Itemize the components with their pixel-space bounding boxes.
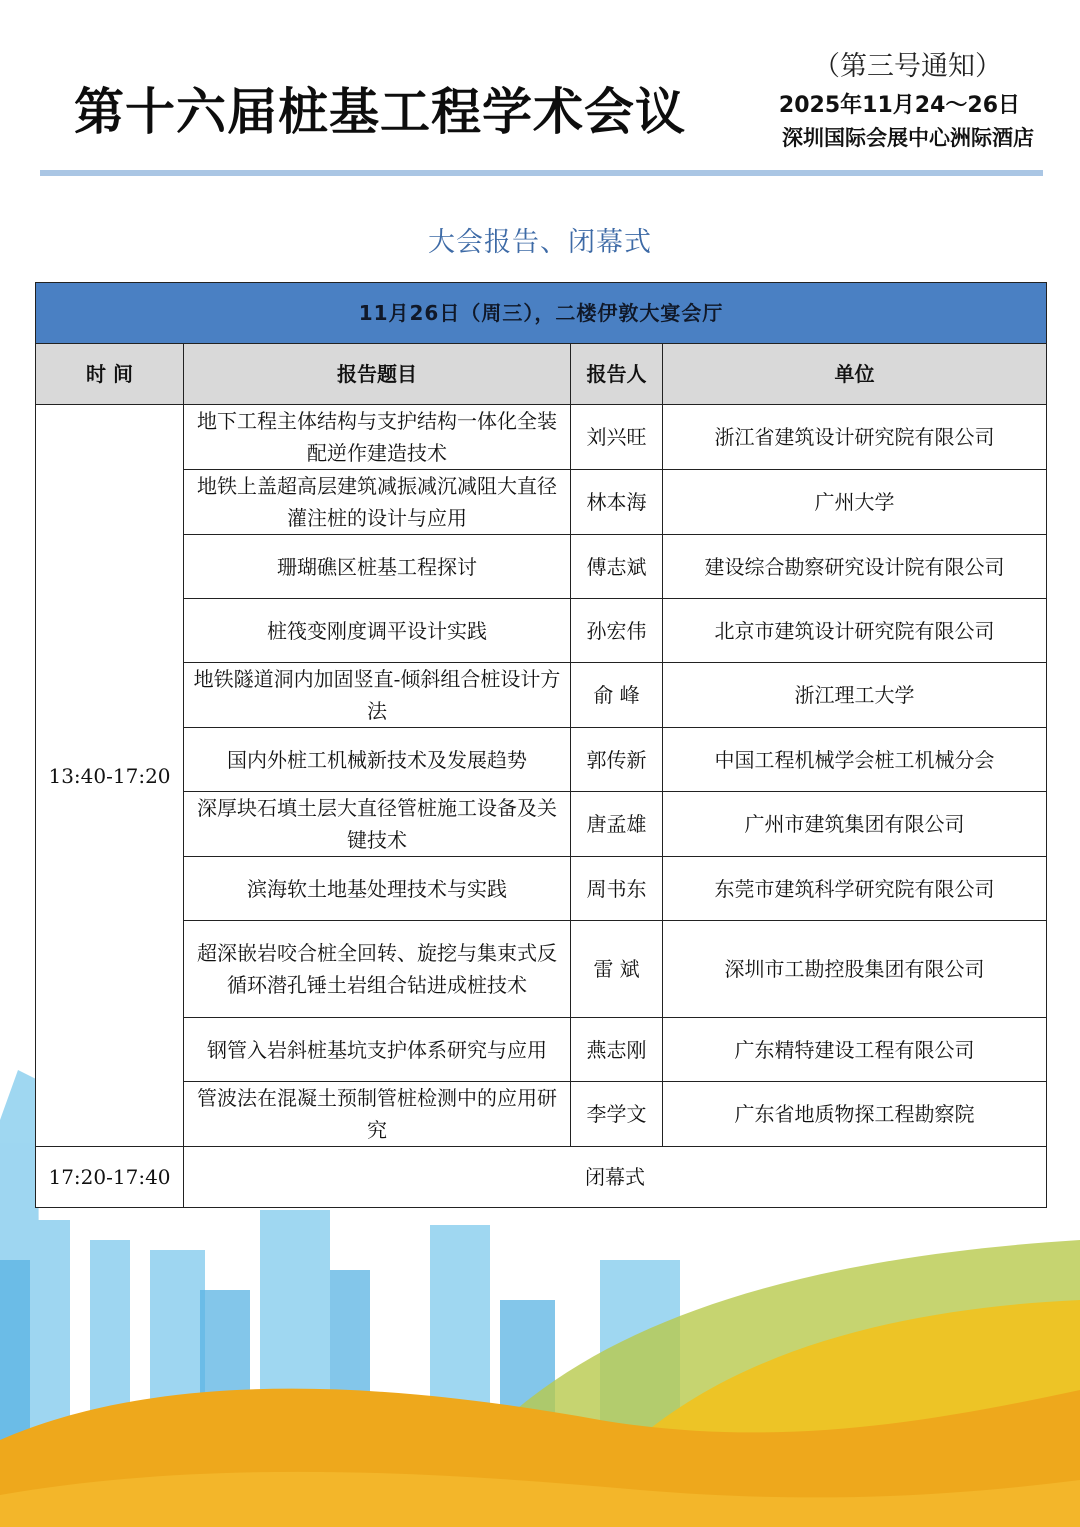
talk-speaker: 林本海 bbox=[571, 470, 663, 535]
closing-time: 17:20-17:40 bbox=[36, 1147, 184, 1208]
table-row bbox=[36, 405, 1047, 470]
talk-title: 滨海软土地基处理技术与实践 bbox=[184, 857, 571, 921]
table-row bbox=[36, 857, 1047, 921]
talk-title: 地铁上盖超高层建筑减振减沉减阻大直径灌注桩的设计与应用 bbox=[184, 470, 571, 535]
talk-title: 国内外桩工机械新技术及发展趋势 bbox=[184, 728, 571, 792]
talk-speaker: 李学文 bbox=[571, 1082, 663, 1147]
table-row bbox=[36, 535, 1047, 599]
talk-speaker: 俞 峰 bbox=[571, 663, 663, 728]
day-heading: 11月26日（周三），二楼伊敦大宴会厅 bbox=[36, 283, 1047, 344]
talk-speaker: 雷 斌 bbox=[571, 921, 663, 1018]
table-row bbox=[36, 1082, 1047, 1147]
talk-affiliation: 浙江理工大学 bbox=[663, 663, 1047, 728]
talk-affiliation: 北京市建筑设计研究院有限公司 bbox=[663, 599, 1047, 663]
conference-venue: 深圳国际会展中心洲际酒店 bbox=[782, 126, 1034, 150]
schedule-table bbox=[35, 282, 1047, 1208]
column-header-affiliation: 单位 bbox=[663, 344, 1047, 405]
notice-number: （第三号通知） bbox=[813, 51, 1002, 82]
talk-title: 地下工程主体结构与支护结构一体化全装配逆作建造技术 bbox=[184, 405, 571, 470]
section-title: 大会报告、闭幕式 bbox=[428, 227, 652, 258]
talk-title: 深厚块石填土层大直径管桩施工设备及关键技术 bbox=[184, 792, 571, 857]
talk-speaker: 燕志刚 bbox=[571, 1018, 663, 1082]
talk-affiliation: 广东省地质物探工程勘察院 bbox=[663, 1082, 1047, 1147]
talk-affiliation: 深圳市工勘控股集团有限公司 bbox=[663, 921, 1047, 1018]
table-row bbox=[36, 1018, 1047, 1082]
column-header-title: 报告题目 bbox=[184, 344, 571, 405]
talk-affiliation: 东莞市建筑科学研究院有限公司 bbox=[663, 857, 1047, 921]
talk-speaker: 唐孟雄 bbox=[571, 792, 663, 857]
talk-speaker: 孙宏伟 bbox=[571, 599, 663, 663]
column-header-row bbox=[36, 344, 1047, 405]
table-row bbox=[36, 728, 1047, 792]
page-header bbox=[0, 0, 1080, 180]
talk-speaker: 周书东 bbox=[571, 857, 663, 921]
talk-title: 桩筏变刚度调平设计实践 bbox=[184, 599, 571, 663]
table-row bbox=[36, 599, 1047, 663]
closing-row bbox=[36, 1147, 1047, 1208]
conference-date: 2025年11月24～26日 bbox=[778, 93, 1020, 118]
table-row bbox=[36, 663, 1047, 728]
talk-title: 管波法在混凝土预制管桩检测中的应用研究 bbox=[184, 1082, 571, 1147]
talk-affiliation: 浙江省建筑设计研究院有限公司 bbox=[663, 405, 1047, 470]
talk-title: 超深嵌岩咬合桩全回转、旋挖与集束式反循环潜孔锤土岩组合钻进成桩技术 bbox=[184, 921, 571, 1018]
talk-speaker: 刘兴旺 bbox=[571, 405, 663, 470]
talk-affiliation: 建设综合勘察研究设计院有限公司 bbox=[663, 535, 1047, 599]
header-divider bbox=[40, 170, 1043, 176]
closing-label: 闭幕式 bbox=[184, 1147, 1047, 1208]
talk-title: 地铁隧道洞内加固竖直-倾斜组合桩设计方法 bbox=[184, 663, 571, 728]
talk-affiliation: 广州大学 bbox=[663, 470, 1047, 535]
table-row bbox=[36, 921, 1047, 1018]
column-header-time: 时 间 bbox=[36, 344, 184, 405]
talk-title: 珊瑚礁区桩基工程探讨 bbox=[184, 535, 571, 599]
conference-title: 第十六届桩基工程学术会议 bbox=[74, 83, 686, 141]
table-row bbox=[36, 792, 1047, 857]
day-heading-row bbox=[36, 283, 1047, 344]
talk-speaker: 傅志斌 bbox=[571, 535, 663, 599]
talk-title: 钢管入岩斜桩基坑支护体系研究与应用 bbox=[184, 1018, 571, 1082]
column-header-speaker: 报告人 bbox=[571, 344, 663, 405]
talk-speaker: 郭传新 bbox=[571, 728, 663, 792]
talk-affiliation: 中国工程机械学会桩工机械分会 bbox=[663, 728, 1047, 792]
table-row bbox=[36, 470, 1047, 535]
talk-affiliation: 广州市建筑集团有限公司 bbox=[663, 792, 1047, 857]
talk-affiliation: 广东精特建设工程有限公司 bbox=[663, 1018, 1047, 1082]
session-time: 13:40-17:20 bbox=[36, 405, 184, 1147]
